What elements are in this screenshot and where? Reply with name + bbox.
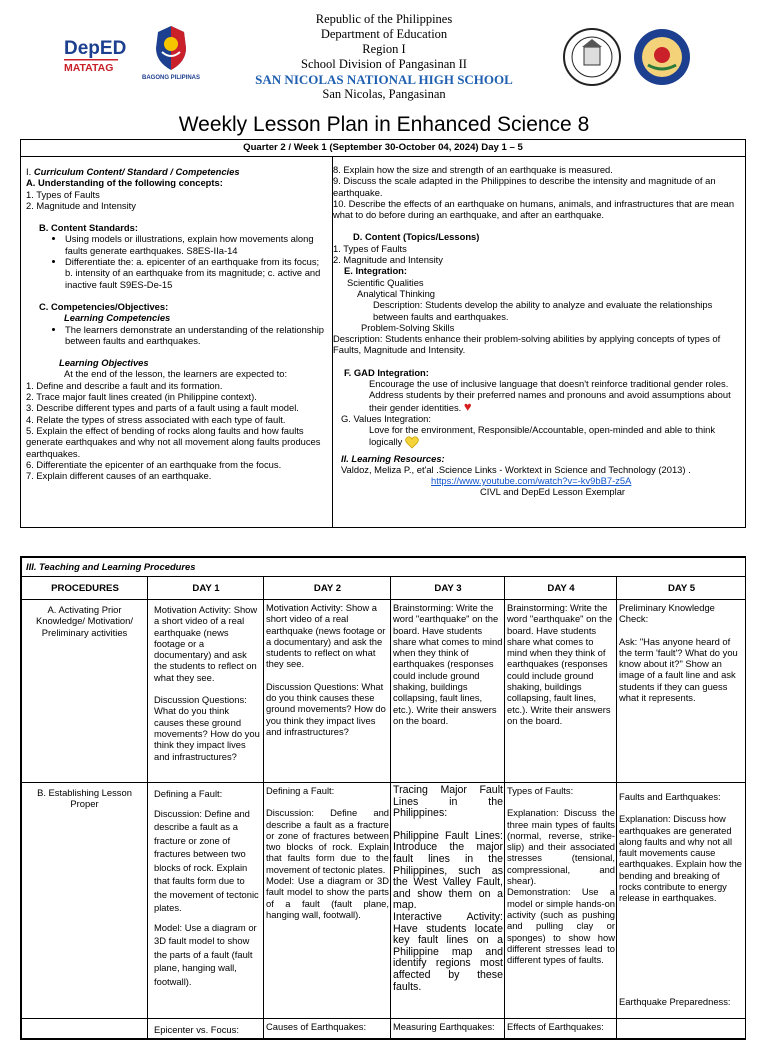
objective-3: 3. Describe different types and parts of a fault using a fault model.	[26, 402, 299, 414]
row-c-day-5	[617, 1019, 746, 1039]
row-b-day-2: Defining a Fault: Discussion: Define and describe a fault as a fracture or zone of fractures between two blocks of rock. Explain that faults form due to the movement of tectonic plates. Model: Use a diagram or 3D fault model to show the parts of a fault (fault plane, hanging wall, footwall).	[264, 783, 391, 1019]
row-a-label: A. Activating Prior Knowledge/ Motivation/ Preliminary activities	[22, 600, 148, 783]
document-header	[0, 0, 768, 108]
row-a-day-4: Brainstorming: Write the word "earthquake" on the board. Have students share what comes to mind when they think of earthquakes (responses could include ground shaking, buildings collapsing, fault lines, etc.). Write their answers on the board.	[505, 600, 617, 783]
row-b-label: B. Establishing Lesson Proper	[22, 783, 148, 1019]
section-iii-row	[22, 558, 746, 577]
objective-5: 5. Explain the effect of bending of rocks along faults and how faults generate earthquakes and why not all movement along faults produces earthquakes.	[26, 424, 321, 459]
section-d-heading: D. Content (Topics/Lessons)	[353, 231, 480, 243]
header-line-2: Department of Education	[320, 27, 448, 41]
bagong-pilipinas-text: BAGONG PILIPINAS	[141, 75, 201, 81]
row-c-day-1: Epicenter vs. Focus:	[148, 1019, 264, 1039]
topic-2: 2. Magnitude and Intensity	[333, 254, 443, 266]
competencies-list	[26, 324, 328, 347]
section-f-heading: F. GAD Integration:	[344, 366, 429, 378]
learning-objectives-heading: Learning Objectives	[59, 357, 149, 369]
school-seal	[562, 27, 622, 87]
col-header-procedures: PROCEDURES	[22, 577, 148, 600]
objectives-intro: At the end of the lesson, the learners are expected to:	[64, 368, 288, 380]
resource-link[interactable]: https://www.youtube.com/watch?v=-kv9bB7-z5A	[431, 475, 632, 487]
values-description: Love for the environment, Responsible/Accountable, open-minded and able to think logically	[333, 424, 743, 448]
standard-item: • Differentiate the: a. epicenter of an earthquake from its focus; b. intensity of an earthquake from its magnitude; c. active and inactive fault S9ES-De-15	[65, 256, 328, 290]
resource-1: Valdoz, Meliza P., et'al .Science Links - Worktext in Science and Technology (2013) .	[341, 463, 691, 475]
header-text	[220, 12, 548, 102]
objective-2: 2. Trace major fault lines created (in Philippine context).	[26, 391, 257, 403]
col-header-day-2: DAY 2	[264, 577, 391, 600]
standards-list	[26, 233, 328, 289]
row-b-day-1: Defining a Fault: Discussion: Define and describe a fault as a fracture or zone of fractures between two blocks of rock. Explain that faults form due to the movement of tectonic plates. Model: Use a diagram or 3D fault model to show the parts of a fault (fault plane, hanging wall, footwall).	[148, 783, 264, 1019]
table-row	[22, 600, 746, 783]
header-line-4: School Division of Pangasinan II	[301, 57, 467, 71]
section-a-heading: A. Understanding of the following concepts:	[26, 177, 223, 189]
section-iii-heading: III. Teaching and Learning Procedures	[22, 558, 746, 577]
objective-6: 6. Differentiate the epicenter of an earthquake from the focus.	[26, 458, 282, 470]
objective-8: 8. Explain how the size and strength of an earthquake is measured.	[333, 164, 613, 175]
row-c-label	[22, 1019, 148, 1039]
row-c-day-4: Effects of Earthquakes:	[505, 1019, 617, 1039]
col-header-day-5: DAY 5	[617, 577, 746, 600]
row-a-day-5: Preliminary Knowledge Check: Ask: "Has anyone heard of the term 'fault'? What do you know about it?" Show an image of a fault line and ask students if they can guess what it represents.	[617, 600, 746, 783]
analytical-thinking: Analytical Thinking	[357, 287, 435, 299]
row-c-day-3: Measuring Earthquakes:	[391, 1019, 505, 1039]
bagong-pilipinas-logo	[140, 22, 202, 82]
red-heart-icon: ♥	[463, 398, 472, 414]
problem-solving: Problem-Solving Skills	[361, 321, 455, 333]
section-ii-heading: II. Learning Resources:	[341, 452, 445, 464]
row-c-day-2: Causes of Earthquakes:	[264, 1019, 391, 1039]
division-seal	[632, 27, 692, 87]
competency-item: • The learners demonstrate an understanding of the relationship between faults and earthquakes.	[65, 324, 328, 347]
section-c-heading: C. Competencies/Objectives:	[39, 300, 169, 312]
page-title: Weekly Lesson Plan in Enhanced Science 8	[178, 113, 590, 136]
row-a-day-2: Motivation Activity: Show a short video of a real earthquake (news footage or a documentary) and ask the students to reflect on what they see. Discussion Questions: What do you think causes these ground movements? How do you think they impact lives and infrastructures?	[264, 600, 391, 783]
header-line-3: Region I	[362, 42, 406, 56]
procedures-box	[20, 556, 746, 1040]
header-line-1: Republic of the Philippines	[315, 12, 453, 26]
standard-item: • Using models or illustrations, explain how movements along faults generate earthquakes. S8ES-IIa-14	[65, 233, 328, 256]
right-column	[333, 157, 746, 527]
objective-7: 7. Explain different causes of an earthquake.	[26, 470, 212, 482]
section-b-heading: B. Content Standards:	[39, 222, 138, 234]
col-header-day-4: DAY 4	[505, 577, 617, 600]
school-location: San Nicolas, Pangasinan	[322, 87, 446, 101]
matatag-logo-text: MATATAG	[64, 62, 114, 74]
curriculum-box	[20, 139, 746, 528]
analytical-description: Description: Students develop the ability to analyze and evaluate the relationships between faults and earthquakes.	[373, 299, 713, 322]
topic-1: 1. Types of Faults	[333, 242, 407, 254]
row-b-day-3: Tracing Major Fault Lines in the Philippines: Philippine Fault Lines: Introduce the major fault lines in the Philippines, such as the West Valley Fault, and show them on a map. Interactive Activity: Have students locate key fault lines on a Philippine map and identify regions most affected by these faults.	[391, 783, 505, 1019]
school-name: SAN NICOLAS NATIONAL HIGH SCHOOL	[255, 72, 513, 87]
deped-logo-text: DepED	[64, 38, 127, 59]
gad-description: Encourage the use of inclusive language that doesn't reinforce traditional gender roles. Address students by their preferred names and pronouns and avoid assumptions about their gender identities. ♥	[369, 378, 731, 414]
concept-1: 1. Types of Faults	[26, 188, 100, 200]
resource-2: CIVL and DepEd Lesson Exemplar	[480, 486, 626, 498]
problem-description: Description: Students enhance their problem-solving abilities by applying concepts of types of Faults, Magnitude and Intensity.	[333, 333, 721, 356]
table-row	[22, 783, 746, 1019]
row-b-day-5: Faults and Earthquakes: Explanation: Discuss how earthquakes are generated along faults and why not all fault movements cause earthquakes. Explain how the bending and breaking of rocks contribute to energy release in earthquakes. Earthquake Preparedness:	[617, 783, 746, 1019]
left-column	[21, 157, 333, 527]
concept-2: 2. Magnitude and Intensity	[26, 199, 136, 211]
section-1-heading: I. Curriculum Content/ Standard / Competencies	[26, 166, 240, 177]
row-a-day-3: Brainstorming: Write the word "earthquake" on the board. Have students share what comes to mind when they think of earthquakes (responses could include ground shaking, buildings collapsing, fault lines, etc.). Write their answers on the board.	[391, 600, 505, 783]
learning-competencies-heading: Learning Competencies	[64, 312, 171, 324]
objective-10: 10. Describe the effects of an earthquake on humans, animals, and infrastructures that are mean what to do before during an earthquake, and after an earthquake.	[333, 197, 735, 221]
section-e-heading: E. Integration:	[344, 265, 408, 277]
quarter-line: Quarter 2 / Week 1 (September 30-October 04, 2024) Day 1 – 5	[21, 140, 745, 157]
row-b-day-4: Types of Faults: Explanation: Discuss the three main types of faults (normal, reverse, strike-slip) and their associated stresses (tensional, compressional, and shear). Demonstration: Use a model or simple hands-on activity (such as pushing and pulling clay or sponges) to show how different stresses lead to different types of faults.	[505, 783, 617, 1019]
yellow-heart-icon	[405, 436, 419, 449]
deped-matatag-logo	[62, 34, 127, 78]
section-g-heading: G. Values Integration:	[341, 412, 431, 424]
col-header-day-3: DAY 3	[391, 577, 505, 600]
table-header-row	[22, 577, 746, 600]
objective-4: 4. Relate the types of stress associated with each type of fault.	[26, 413, 286, 425]
objective-1: 1. Define and describe a fault and its formation.	[26, 379, 223, 391]
row-a-day-1: Motivation Activity: Show a short video of a real earthquake (news footage or a documentary) and ask the students to reflect on what they see. Discussion Questions: What do you think causes these ground movements? How do you think they impact lives and infrastructures?	[148, 600, 264, 783]
objective-9: 9. Discuss the scale adapted in the Philippines to describe the intensity and magnitude of an earthquake.	[333, 175, 716, 198]
table-row	[22, 1019, 746, 1039]
col-header-day-1: DAY 1	[148, 577, 264, 600]
scientific-qualities: Scientific Qualities	[347, 276, 424, 288]
procedures-table	[21, 557, 746, 1039]
